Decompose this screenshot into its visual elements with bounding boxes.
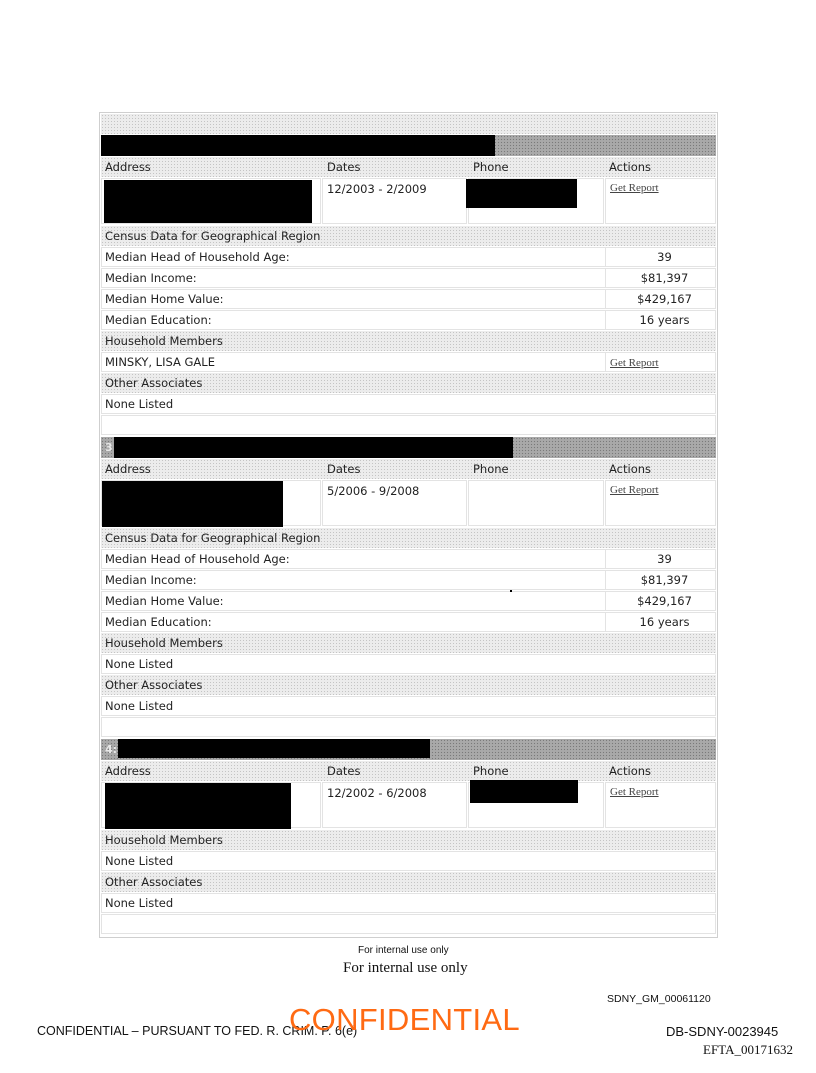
census-value: 39 xyxy=(605,247,711,267)
internal-use-note-small: For internal use only xyxy=(358,945,449,956)
census-label: Median Home Value: xyxy=(105,292,224,306)
census-value: $81,397 xyxy=(605,268,711,288)
stray-mark xyxy=(510,590,512,592)
phone-cell xyxy=(468,782,604,828)
census-label: Median Head of Household Age: xyxy=(105,250,290,264)
associates-title: Other Associates xyxy=(105,678,203,692)
dates-value: 12/2003 - 2/2009 xyxy=(327,182,427,196)
col-phone: Phone xyxy=(473,160,509,174)
redaction xyxy=(114,437,513,458)
household-title-row xyxy=(101,331,716,351)
col-dates: Dates xyxy=(327,160,361,174)
household-title: Household Members xyxy=(105,636,223,650)
address-row xyxy=(101,178,716,225)
get-report-link[interactable]: Get Report xyxy=(610,357,659,369)
dates-value: 5/2006 - 9/2008 xyxy=(327,484,420,498)
col-dates: Dates xyxy=(327,462,361,476)
associates-row xyxy=(101,394,716,414)
associates-value: None Listed xyxy=(105,896,174,910)
actions-cell xyxy=(605,480,716,526)
household-title-row xyxy=(101,633,716,653)
census-title-row xyxy=(101,528,716,548)
col-phone: Phone xyxy=(473,764,509,778)
redaction xyxy=(105,783,291,829)
census-value: $429,167 xyxy=(605,289,711,309)
associates-row xyxy=(101,696,716,716)
household-title-row xyxy=(101,830,716,850)
spacer-row xyxy=(101,114,716,134)
census-value: 16 years xyxy=(605,310,711,330)
census-row xyxy=(101,591,716,611)
report-sheet xyxy=(99,112,718,938)
confidential-stamp: CONFIDENTIAL xyxy=(289,1002,520,1037)
census-row xyxy=(101,289,716,309)
household-member: MINSKY, LISA GALE xyxy=(105,355,215,369)
efta-number: EFTA_00171632 xyxy=(703,1042,793,1057)
associates-title: Other Associates xyxy=(105,875,203,889)
census-label: Median Education: xyxy=(105,313,212,327)
actions-cell xyxy=(605,782,716,828)
census-row xyxy=(101,247,716,267)
census-row xyxy=(101,612,716,632)
dates-value: 12/2002 - 6/2008 xyxy=(327,786,427,800)
column-header-row xyxy=(101,157,716,177)
census-value: 16 years xyxy=(605,612,711,632)
census-row xyxy=(101,310,716,330)
col-address: Address xyxy=(105,160,151,174)
census-row xyxy=(101,268,716,288)
col-phone: Phone xyxy=(473,462,509,476)
associates-title: Other Associates xyxy=(105,376,203,390)
col-dates: Dates xyxy=(327,764,361,778)
redaction xyxy=(118,739,430,758)
household-member: None Listed xyxy=(105,657,174,671)
actions-cell xyxy=(605,352,711,372)
household-member-row xyxy=(101,352,716,372)
record-header xyxy=(101,135,716,156)
address-cell xyxy=(101,782,321,828)
record-number: 3 xyxy=(105,441,113,454)
dates-cell xyxy=(322,782,467,828)
household-title: Household Members xyxy=(105,334,223,348)
phone-cell xyxy=(468,480,604,526)
col-actions: Actions xyxy=(609,764,652,778)
redaction xyxy=(466,179,577,208)
census-label: Median Head of Household Age: xyxy=(105,552,290,566)
census-label: Median Income: xyxy=(105,573,197,587)
census-value: 39 xyxy=(605,549,711,569)
census-title-row xyxy=(101,226,716,246)
census-label: Median Income: xyxy=(105,271,197,285)
get-report-link[interactable]: Get Report xyxy=(610,182,659,194)
census-value: $81,397 xyxy=(605,570,711,590)
redaction xyxy=(470,780,578,803)
column-header-row xyxy=(101,459,716,479)
spacer-row xyxy=(101,914,716,934)
census-value: $429,167 xyxy=(605,591,711,611)
record-header xyxy=(101,739,716,760)
address-cell xyxy=(101,480,321,526)
bates-number: DB-SDNY-0023945 xyxy=(666,1024,779,1039)
redaction xyxy=(101,135,495,156)
household-member: None Listed xyxy=(105,854,174,868)
col-actions: Actions xyxy=(609,160,652,174)
record-number: 4: xyxy=(105,743,118,756)
associates-value: None Listed xyxy=(105,397,174,411)
census-label: Median Home Value: xyxy=(105,594,224,608)
associates-title-row xyxy=(101,373,716,393)
confidential-notice: CONFIDENTIAL – PURSUANT TO FED. R. CRIM. P. 6(e) xyxy=(37,1024,358,1038)
census-row xyxy=(101,570,716,590)
household-member-row xyxy=(101,654,716,674)
associates-title-row xyxy=(101,675,716,695)
col-address: Address xyxy=(105,764,151,778)
record-header xyxy=(101,437,716,458)
internal-use-note: For internal use only xyxy=(343,960,468,976)
address-row xyxy=(101,782,716,829)
census-label: Median Education: xyxy=(105,615,212,629)
col-address: Address xyxy=(105,462,151,476)
redaction xyxy=(102,481,283,527)
associates-value: None Listed xyxy=(105,699,174,713)
address-cell xyxy=(101,178,321,224)
spacer-row xyxy=(101,415,716,435)
column-header-row xyxy=(101,761,716,781)
associates-row xyxy=(101,893,716,913)
phone-cell xyxy=(468,178,604,224)
associates-title-row xyxy=(101,872,716,892)
census-title: Census Data for Geographical Region xyxy=(105,531,321,545)
census-title: Census Data for Geographical Region xyxy=(105,229,321,243)
household-member-row xyxy=(101,851,716,871)
census-row xyxy=(101,549,716,569)
spacer-row xyxy=(101,717,716,737)
get-report-link[interactable]: Get Report xyxy=(610,786,659,798)
dates-cell xyxy=(322,480,467,526)
dates-cell xyxy=(322,178,467,224)
col-actions: Actions xyxy=(609,462,652,476)
actions-cell xyxy=(605,178,716,224)
address-row xyxy=(101,480,716,527)
household-title: Household Members xyxy=(105,833,223,847)
bates-number-top: SDNY_GM_00061120 xyxy=(607,993,711,1005)
get-report-link[interactable]: Get Report xyxy=(610,484,659,496)
redaction xyxy=(104,180,312,223)
